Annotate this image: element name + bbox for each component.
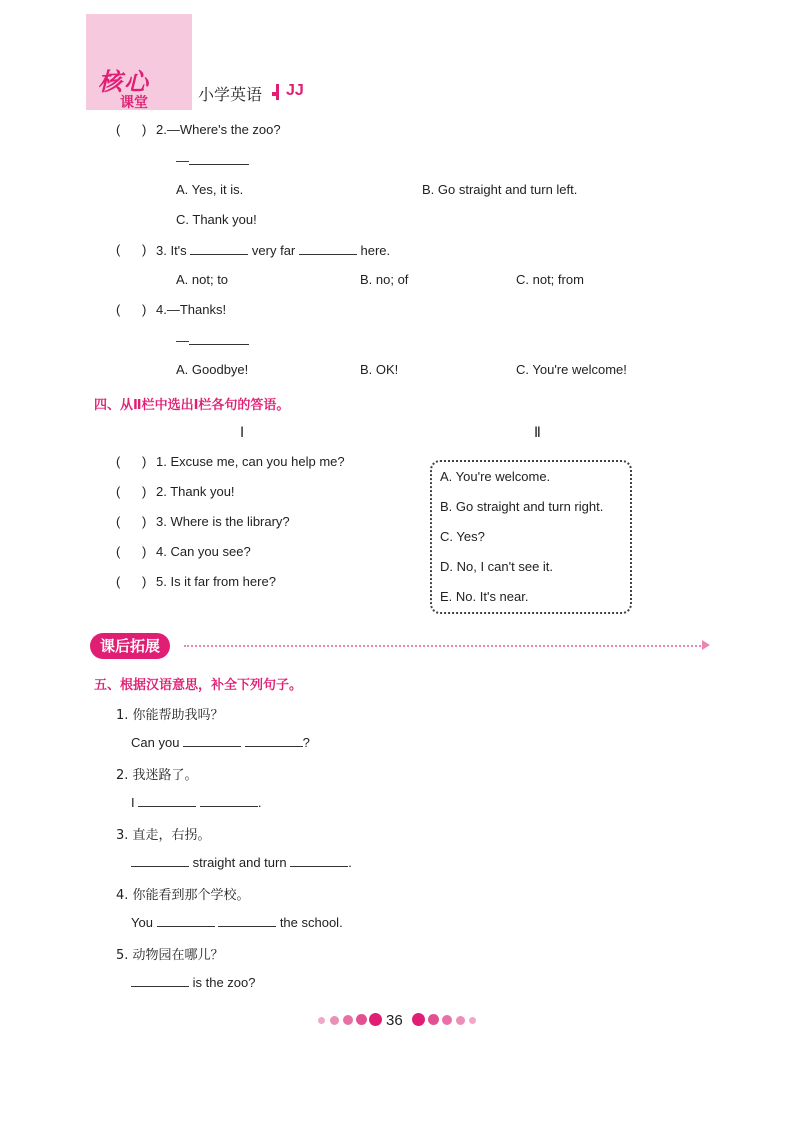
match-question-4: 4. Can you see? [156, 544, 251, 559]
sentence-part: the school. [279, 915, 343, 930]
sentence-part: I [131, 795, 135, 810]
page-number: 36 [386, 1012, 403, 1029]
column-2-heading: Ⅱ [534, 424, 541, 440]
sentence-part: straight and turn [192, 855, 287, 870]
page-dot [343, 1015, 353, 1025]
option-a: A. not; to [176, 272, 229, 287]
match-answer-e: E. No. It's near. [440, 589, 529, 604]
option-a: A. Yes, it is. [176, 182, 244, 197]
match-question-1: 1. Excuse me, can you help me? [156, 454, 345, 469]
option-c: C. Thank you! [176, 212, 257, 227]
sentence-part: . [257, 795, 262, 810]
page-dot [442, 1015, 452, 1025]
answer-paren: ( ) [116, 302, 147, 317]
cn-sentence-4: 4. 你能看到那个学校。 [116, 888, 250, 903]
arrow-icon [702, 640, 710, 650]
match-answer-c: C. Yes? [440, 529, 485, 544]
en-sentence-2 [131, 794, 262, 810]
option-c: C. not; from [516, 272, 584, 287]
cn-sentence-5: 5. 动物园在哪儿？ [116, 948, 224, 963]
header-divider [276, 84, 279, 100]
match-answer-a: A. You're welcome. [440, 469, 551, 484]
page-dot [456, 1016, 465, 1025]
reply-line [176, 152, 249, 168]
option-a: A. Goodbye! [176, 362, 249, 377]
answer-paren: ( ) [116, 122, 147, 137]
page-dot [428, 1014, 439, 1025]
logo-sub-text: 课堂 [120, 95, 148, 111]
question-part: 3. It's [156, 243, 187, 258]
reply-line [176, 332, 249, 348]
en-sentence-4 [131, 914, 343, 930]
subject-title: 小学英语 [198, 85, 263, 104]
answer-paren: ( ) [116, 514, 147, 529]
answer-blank[interactable] [131, 854, 189, 867]
sentence-part: . [348, 855, 352, 870]
answer-blank[interactable] [190, 242, 248, 255]
option-b: B. no; of [360, 272, 409, 287]
section-4-title: 四、从Ⅱ栏中选出Ⅰ栏各句的答语。 [94, 398, 290, 413]
sentence-part: Can you [131, 735, 180, 750]
question-4: 4.—Thanks! [156, 302, 227, 317]
en-sentence-5 [131, 974, 256, 990]
answer-blank[interactable] [200, 794, 258, 807]
option-b: B. OK! [360, 362, 399, 377]
reply-dash: — [176, 333, 189, 348]
section-5-title: 五、根据汉语意思，补全下列句子。 [94, 678, 303, 693]
answer-blank[interactable] [131, 974, 189, 987]
page-dot [318, 1017, 325, 1024]
page-dot [369, 1013, 382, 1026]
match-answer-b: B. Go straight and turn right. [440, 499, 604, 514]
dotted-divider [184, 645, 704, 647]
answer-blank[interactable] [157, 914, 215, 927]
answer-paren: ( ) [116, 454, 147, 469]
sentence-part: is the zoo? [192, 975, 256, 990]
answer-blank[interactable] [290, 854, 348, 867]
question-part: here. [360, 243, 391, 258]
page-dot [412, 1013, 425, 1026]
cn-sentence-1: 1. 你能帮助我吗？ [116, 708, 224, 723]
option-c: C. You're welcome! [516, 362, 627, 377]
question-part: very far [251, 243, 296, 258]
match-question-5: 5. Is it far from here? [156, 574, 276, 589]
answer-blank[interactable] [245, 734, 303, 747]
en-sentence-3 [131, 854, 352, 870]
cn-sentence-3: 3. 直走，右拐。 [116, 828, 211, 843]
question-3 [156, 242, 390, 258]
logo-main-text: 核心 [98, 68, 150, 96]
answer-blank[interactable] [183, 734, 241, 747]
reply-dash: — [176, 153, 189, 168]
option-b: B. Go straight and turn left. [422, 182, 578, 197]
answer-paren: ( ) [116, 242, 147, 257]
page-dot [330, 1016, 339, 1025]
answer-paren: ( ) [116, 484, 147, 499]
match-question-3: 3. Where is the library? [156, 514, 290, 529]
after-class-badge: 课后拓展 [90, 633, 170, 659]
match-answer-d: D. No, I can't see it. [440, 559, 554, 574]
match-question-2: 2. Thank you! [156, 484, 235, 499]
question-2: 2.—Where's the zoo? [156, 122, 281, 137]
sentence-part: ? [302, 735, 310, 750]
answer-blank[interactable] [218, 914, 276, 927]
page-dot [469, 1017, 476, 1024]
answer-blank[interactable] [189, 332, 249, 345]
edition-label: JJ [286, 82, 304, 99]
column-1-heading: Ⅰ [240, 424, 245, 440]
answer-blank[interactable] [138, 794, 196, 807]
answer-paren: ( ) [116, 574, 147, 589]
answer-blank[interactable] [189, 152, 249, 165]
answer-blank[interactable] [299, 242, 357, 255]
sentence-part: You [131, 915, 153, 930]
answer-paren: ( ) [116, 544, 147, 559]
page-dot [356, 1014, 367, 1025]
cn-sentence-2: 2. 我迷路了。 [116, 768, 198, 783]
en-sentence-1 [131, 734, 310, 750]
